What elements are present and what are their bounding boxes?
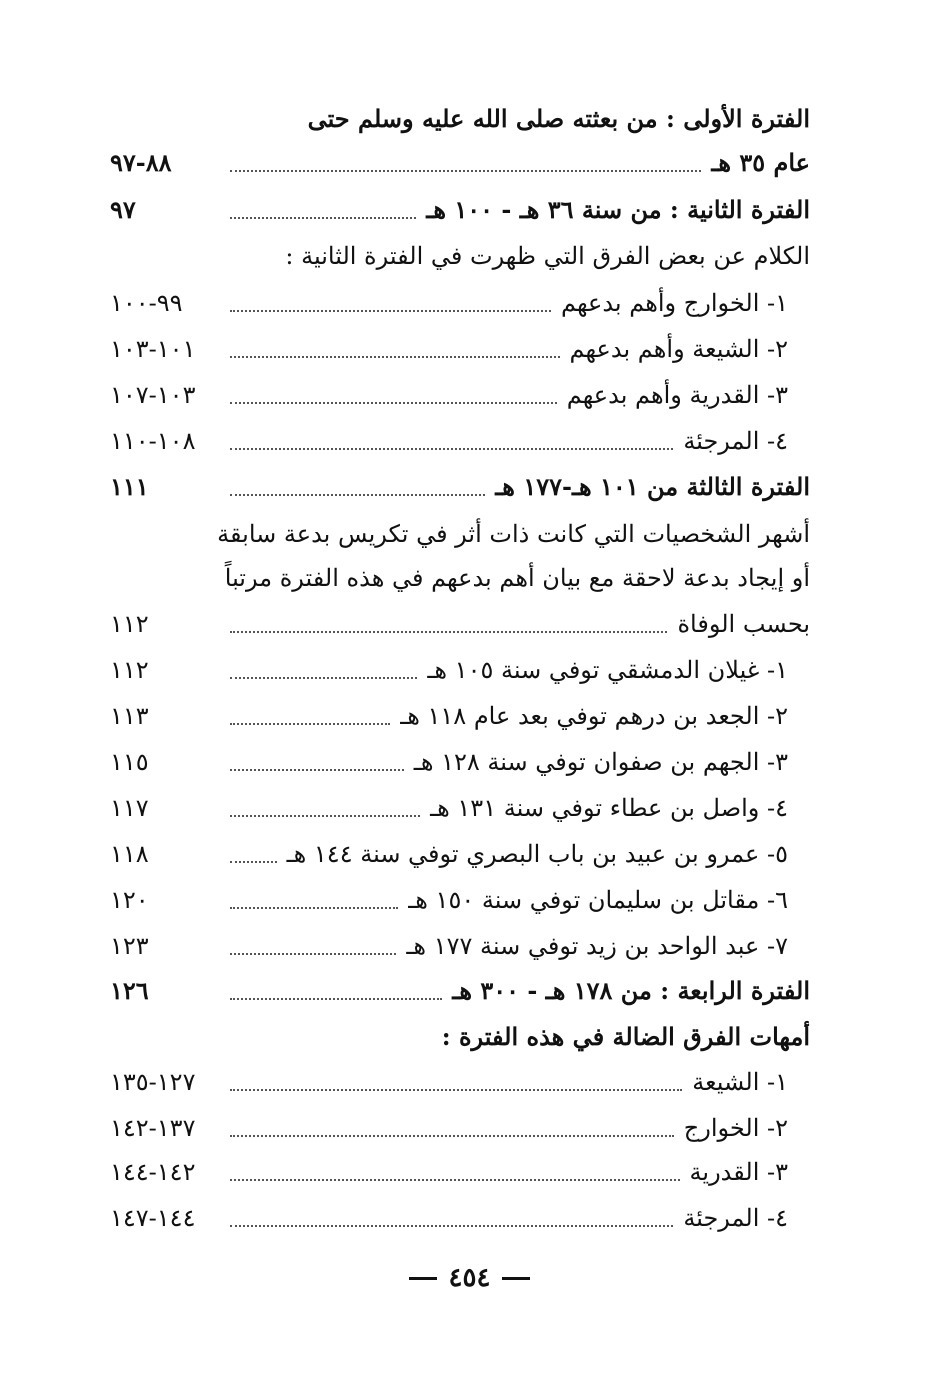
dot-leader bbox=[230, 1089, 682, 1091]
entry-pages: ١١٢ bbox=[110, 656, 149, 684]
entry-label: ٤- المرجئة bbox=[683, 427, 788, 455]
dot-leader bbox=[230, 356, 560, 358]
toc-entry-period3 bbox=[110, 465, 810, 509]
entry-pages: ١١٢ bbox=[110, 610, 149, 638]
dot-leader bbox=[230, 953, 396, 955]
entry-pages: ١٢٦ bbox=[110, 976, 149, 1005]
entry-pages: ١٠١-١٠٣ bbox=[110, 335, 196, 363]
toc-entry bbox=[110, 1150, 810, 1194]
period3-intro-line: أو إيجاد بدعة لاحقة مع بيان أهم بدعهم في هذه الفترة مرتباً bbox=[224, 564, 810, 592]
toc-entry bbox=[110, 1060, 810, 1104]
toc-entry bbox=[110, 1196, 810, 1240]
entry-pages: ١١٧ bbox=[110, 794, 149, 822]
dot-leader bbox=[230, 1225, 673, 1227]
entry-label: ٤- المرجئة bbox=[683, 1204, 788, 1232]
toc-entry-period3-intro bbox=[110, 602, 810, 646]
entry-pages: ١١٥ bbox=[110, 748, 149, 776]
entry-label: عام ٣٥ هـ bbox=[711, 148, 810, 177]
toc-entry bbox=[110, 924, 810, 968]
entry-label: الفترة الثانية : من سنة ٣٦ هـ - ١٠٠ هـ bbox=[426, 195, 810, 224]
toc-entry bbox=[110, 327, 810, 371]
dot-leader bbox=[230, 1135, 674, 1137]
entry-label: ١- غيلان الدمشقي توفي سنة ١٠٥ هـ bbox=[427, 656, 788, 684]
toc-entry bbox=[110, 878, 810, 922]
toc-entry bbox=[110, 648, 810, 692]
toc-entry bbox=[110, 419, 810, 463]
entry-label: ٣- القدرية وأهم بدعهم bbox=[566, 381, 788, 409]
entry-pages: ٩٧ bbox=[110, 195, 136, 224]
entry-pages: ١٠٣-١٠٧ bbox=[110, 381, 196, 409]
dot-leader bbox=[230, 769, 404, 771]
entry-label: ١- الخوارج وأهم بدعهم bbox=[560, 289, 788, 317]
dot-leader bbox=[230, 723, 390, 725]
entry-pages: ١١١ bbox=[110, 472, 149, 501]
entry-label: ٣- الجهم بن صفوان توفي سنة ١٢٨ هـ bbox=[413, 748, 788, 776]
entry-label: ٣- القدرية bbox=[689, 1158, 788, 1186]
dot-leader bbox=[230, 907, 398, 909]
entry-label: ٢- الشيعة وأهم بدعهم bbox=[569, 335, 788, 363]
entry-pages: ١٤٢-١٤٤ bbox=[110, 1158, 196, 1186]
dot-leader bbox=[230, 677, 417, 679]
toc-entry-period2 bbox=[110, 188, 810, 232]
entry-label: ٧- عبد الواحد بن زيد توفي سنة ١٧٧ هـ bbox=[406, 932, 788, 960]
entry-pages: ١٣٧-١٤٢ bbox=[110, 1114, 196, 1142]
entry-pages: ٩٩-١٠٠ bbox=[110, 289, 183, 317]
dot-leader bbox=[230, 815, 420, 817]
entry-pages: ١١٨ bbox=[110, 840, 149, 868]
period4-intro: أمهات الفرق الضالة في هذه الفترة : bbox=[441, 1021, 810, 1051]
footer-dash bbox=[502, 1277, 530, 1280]
entry-label: ٦- مقاتل بن سليمان توفي سنة ١٥٠ هـ bbox=[408, 886, 788, 914]
period2-intro: الكلام عن بعض الفرق التي ظهرت في الفترة الثانية : bbox=[285, 242, 810, 270]
entry-label: ٤- واصل بن عطاء توفي سنة ١٣١ هـ bbox=[430, 794, 788, 822]
entry-pages: ٨٨-٩٧ bbox=[110, 148, 172, 177]
toc-entry bbox=[110, 740, 810, 784]
entry-pages: ١٢٠ bbox=[110, 886, 149, 914]
toc-entry bbox=[110, 373, 810, 417]
entry-label: ٢- الخوارج bbox=[683, 1114, 788, 1142]
dot-leader bbox=[230, 170, 701, 172]
entry-label: ١- الشيعة bbox=[692, 1068, 788, 1096]
dot-leader bbox=[230, 998, 442, 1000]
toc-entry bbox=[110, 281, 810, 325]
entry-label: الفترة الرابعة : من ١٧٨ هـ - ٣٠٠ هـ bbox=[452, 976, 810, 1005]
dot-leader bbox=[230, 1179, 680, 1181]
entry-pages: ١١٣ bbox=[110, 702, 149, 730]
period1-title: الفترة الأولى : من بعثته صلى الله عليه وسلم حتى bbox=[307, 103, 810, 133]
dot-leader bbox=[230, 310, 551, 312]
toc-entry bbox=[110, 1106, 810, 1150]
footer-dash bbox=[409, 1277, 437, 1280]
toc-entry bbox=[110, 786, 810, 830]
period3-intro-line: أشهر الشخصيات التي كانت ذات أثر في تكريس بدعة سابقة bbox=[217, 520, 810, 548]
toc-entry bbox=[110, 832, 810, 876]
entry-pages: ١٢٧-١٣٥ bbox=[110, 1068, 196, 1096]
entry-label: الفترة الثالثة من ١٠١ هـ-١٧٧ هـ bbox=[495, 472, 810, 501]
page-footer bbox=[0, 1258, 939, 1298]
entry-label: ٢- الجعد بن درهم توفي بعد عام ١١٨ هـ bbox=[400, 702, 788, 730]
page-number: ٤٥٤ bbox=[448, 1263, 491, 1293]
dot-leader bbox=[230, 217, 416, 219]
entry-pages: ١٤٤-١٤٧ bbox=[110, 1204, 196, 1232]
toc-entry bbox=[110, 694, 810, 738]
toc-entry-period4 bbox=[110, 969, 810, 1013]
dot-leader bbox=[230, 402, 557, 404]
entry-label: ٥- عمرو بن عبيد بن باب البصري توفي سنة ١٤٤ هـ bbox=[286, 840, 788, 868]
entry-label: بحسب الوفاة bbox=[677, 610, 810, 638]
dot-leader bbox=[230, 861, 277, 863]
toc-entry-period1 bbox=[110, 141, 810, 185]
dot-leader bbox=[230, 494, 485, 496]
dot-leader bbox=[230, 448, 673, 450]
entry-pages: ١٠٨-١١٠ bbox=[110, 427, 196, 455]
dot-leader bbox=[230, 631, 667, 633]
entry-pages: ١٢٣ bbox=[110, 932, 149, 960]
